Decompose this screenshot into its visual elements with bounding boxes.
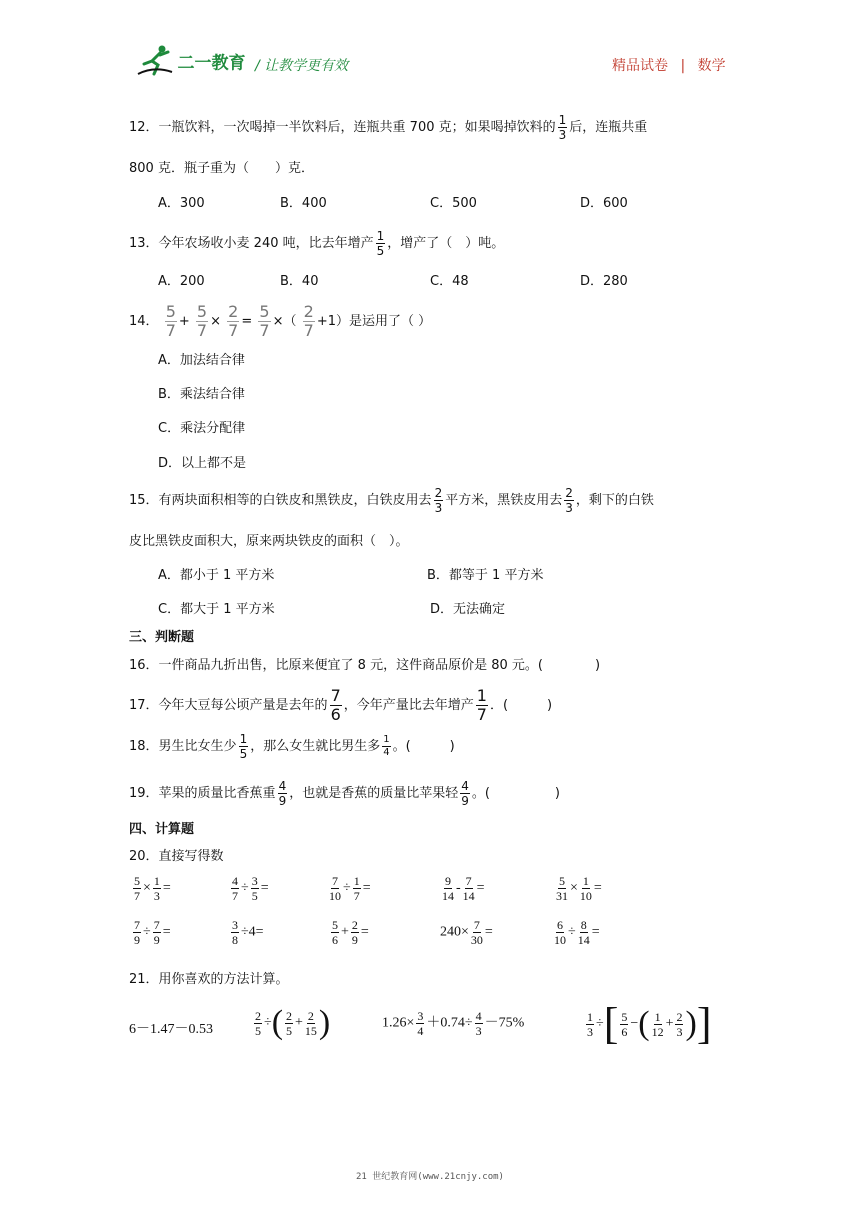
- q13-text-a: 今年农场收小麦 240 吨，比去年增产: [158, 236, 374, 251]
- q21-expr-3: 1.26× $\frac{3}{4}$ ＋0.74÷ $\frac{4}{3}$ －75%: [382, 1009, 525, 1038]
- q13-text-b: ，增产了（ ）吨。: [387, 236, 505, 251]
- q14-option-d: D．以上都不是: [158, 456, 247, 471]
- q15-option-d: D．无法确定: [430, 602, 506, 617]
- fraction: $\frac{5}{7}$: [165, 302, 176, 340]
- q19-number: 19．: [129, 786, 159, 801]
- fraction: $\frac{2}{7}$: [228, 302, 239, 340]
- q18-line: [129, 733, 455, 760]
- q20-r1-item-2: $\frac{4}{7}$ ÷ $\frac{3}{5}$ =: [232, 874, 269, 903]
- q13-option-b: B．40: [280, 274, 319, 289]
- fraction: $\frac{7}{9}$: [153, 918, 160, 947]
- q15-text-a: 有两块面积相等的白铁皮和黑铁皮，白铁皮用去: [158, 493, 432, 508]
- fraction: $\frac{4}{3}$: [475, 1009, 482, 1038]
- fraction: $\frac{4}{9}$: [461, 779, 469, 808]
- q12-option-a: A．300: [158, 196, 205, 211]
- q20-r2-item-4: 240× $\frac{7}{30}$ =: [440, 918, 493, 947]
- q17-text-b: ，今年产量比去年增产: [343, 698, 474, 713]
- fraction: $\frac{5}{6}$: [332, 918, 338, 947]
- q20-r2-item-2: $\frac{3}{8}$ ÷4=: [232, 918, 264, 947]
- q17-line: [129, 688, 552, 723]
- q20-r1-item-3: $\frac{7}{10}$ ÷ $\frac{1}{7}$ =: [329, 874, 371, 903]
- section-heading-calculation: 四、计算题: [129, 822, 195, 837]
- q17-text-c: ．( ): [489, 698, 553, 713]
- fraction: $\frac{7}{30}$: [470, 918, 483, 947]
- section-heading-judgement: 三、判断题: [129, 630, 195, 645]
- q12-option-c: C．500: [430, 196, 477, 211]
- q13-line: [129, 230, 504, 257]
- fraction: $\frac{2}{7}$: [303, 302, 314, 340]
- fraction: $\frac{9}{14}$: [442, 874, 454, 903]
- fraction: $\frac{3}{8}$: [232, 918, 238, 947]
- fraction: $\frac{7}{14}$: [462, 874, 475, 903]
- q18-text-c: 。( ): [392, 739, 455, 754]
- q12-line1: [129, 114, 647, 141]
- fraction: $\frac{1}{10}$: [579, 874, 592, 903]
- q14-line: [129, 304, 431, 339]
- q21-expr-2: $\frac{2}{5}$ ÷( $\frac{2}{5}$ + $\frac{2}{15}$ ): [255, 1004, 331, 1041]
- q18-text-a: 男生比女生少: [158, 739, 237, 754]
- q15-text-b: 平方米，黑铁皮用去: [445, 493, 563, 508]
- fraction: $\frac{1}{12}$: [651, 1009, 664, 1039]
- q14-number: 14．: [129, 314, 159, 329]
- fraction: $\frac{5}{7}$: [134, 874, 140, 903]
- q18-text-b: ，那么女生就比男生多: [250, 739, 381, 754]
- header-tag-subject: 数学: [697, 58, 726, 74]
- fraction: $\frac{7}{9}$: [134, 918, 140, 947]
- q14-op: ×: [210, 314, 222, 329]
- q17-number: 17．: [129, 698, 159, 713]
- logo-text: 二一教育: [177, 53, 246, 74]
- fraction: $\frac{4}{9}$: [278, 779, 287, 808]
- fraction: $\frac{4}{7}$: [232, 874, 238, 903]
- q20-title: 20．直接写得数: [129, 849, 224, 864]
- runner-logo-icon: [136, 44, 174, 78]
- q15-option-c: C．都大于 1 平方米: [158, 602, 275, 617]
- q12-text-a: 一瓶饮料，一次喝掉一半饮料后，连瓶共重 700 克；如果喝掉饮料的: [158, 120, 556, 135]
- q12-line2: 800 克．瓶子重为（ ）克．: [129, 161, 314, 176]
- q20-r2-item-5: $\frac{6}{10}$ ÷ $\frac{8}{14}$ =: [554, 918, 600, 947]
- q14-op: +1）是运用了（ ）: [316, 314, 432, 329]
- q14-op: =: [241, 314, 253, 329]
- q14-option-c: C．乘法分配律: [158, 421, 246, 436]
- q19-line: [129, 780, 560, 807]
- q19-text-c: 。( ): [471, 786, 561, 801]
- q15-line2: 皮比黑铁皮面积大，原来两块铁皮的面积（ ）。: [129, 534, 409, 549]
- q21-title: 21．用你喜欢的方法计算。: [129, 972, 289, 987]
- q15-option-a: A．都小于 1 平方米: [158, 568, 275, 583]
- q13-option-c: C．48: [430, 274, 469, 289]
- fraction: $\frac{8}{14}$: [577, 918, 590, 947]
- fraction: $\frac{2}{5}$: [286, 1008, 293, 1038]
- footer-source: 21 世纪教育网(www.21cnjy.com): [356, 1172, 504, 1182]
- fraction: $\frac{2}{3}$: [434, 486, 443, 515]
- fraction: $\frac{2}{3}$: [676, 1009, 683, 1039]
- q20-r1-item-1: $\frac{5}{7}$ × $\frac{1}{3}$ =: [134, 874, 171, 903]
- q21-expr-1: 6－1.47－0.53: [129, 1022, 213, 1037]
- fraction: $\frac{2}{15}$: [304, 1008, 317, 1038]
- q12-option-b: B．400: [280, 196, 327, 211]
- fraction: $\frac{7}{10}$: [329, 874, 341, 903]
- q20-r1-item-5: $\frac{5}{31}$ × $\frac{1}{10}$ =: [556, 874, 602, 903]
- q13-option-a: A．200: [158, 274, 205, 289]
- q12-text-b: 后，连瓶共重: [569, 120, 648, 135]
- fraction: $\frac{1}{3}$: [558, 113, 567, 142]
- q18-number: 18．: [129, 739, 159, 754]
- q13-option-d: D．280: [580, 274, 628, 289]
- q14-op: ×（: [272, 314, 297, 329]
- q15-line1: [129, 487, 654, 514]
- fraction: $\frac{5}{7}$: [259, 302, 270, 340]
- fraction: $\frac{5}{6}$: [621, 1009, 628, 1039]
- q16-number: 16．: [129, 658, 159, 673]
- q14-option-b: B．乘法结合律: [158, 387, 245, 402]
- fraction: $\frac{1}{3}$: [587, 1009, 593, 1039]
- q19-text-b: ，也就是香蕉的质量比苹果轻: [289, 786, 459, 801]
- fraction: $\frac{1}{7}$: [476, 686, 487, 724]
- fraction: $\frac{5}{7}$: [196, 302, 208, 340]
- fraction: $\frac{1}{3}$: [153, 874, 160, 903]
- q20-r1-item-4: $\frac{9}{14}$ - $\frac{7}{14}$ =: [442, 874, 485, 903]
- q19-text-a: 苹果的质量比香蕉重: [158, 786, 276, 801]
- fraction: $\frac{1}{7}$: [353, 874, 360, 903]
- fraction: $\frac{2}{3}$: [565, 486, 573, 515]
- q15-number: 15．: [129, 493, 159, 508]
- fraction: $\frac{2}{5}$: [255, 1008, 261, 1038]
- header-sep: |: [680, 58, 686, 74]
- q12-option-d: D．600: [580, 196, 628, 211]
- header-tag-premium: 精品试卷: [612, 58, 668, 74]
- fraction: $\frac{3}{5}$: [251, 874, 258, 903]
- fraction: $\frac{2}{9}$: [351, 918, 358, 947]
- q15-text-c: ，剩下的白铁: [575, 493, 654, 508]
- q14-option-a: A．加法结合律: [158, 353, 245, 368]
- q20-r2-item-1: $\frac{7}{9}$ ÷ $\frac{7}{9}$ =: [134, 918, 171, 947]
- fraction: $\frac{1}{5}$: [376, 229, 385, 258]
- fraction: $\frac{1}{4}$: [383, 734, 390, 758]
- header-logo: [136, 44, 246, 80]
- q14-op: +: [178, 314, 190, 329]
- q16-text: 一件商品九折出售，比原来便宜了 8 元，这件商品原价是 80 元。( ): [158, 658, 601, 673]
- fraction: $\frac{7}{6}$: [330, 686, 341, 724]
- fraction: $\frac{3}{4}$: [417, 1009, 424, 1038]
- header-slogan: / 让教学更有效: [255, 58, 349, 74]
- q15-option-b: B．都等于 1 平方米: [427, 568, 544, 583]
- q21-expr-4: $\frac{1}{3}$ ÷[ $\frac{5}{6}$ −( $\frac{1}{12}$ + $\frac{2}{3}$ )]: [587, 999, 712, 1048]
- q17-text-a: 今年大豆每公顷产量是去年的: [158, 698, 328, 713]
- q12-number: 12．: [129, 120, 159, 135]
- q20-r2-item-3: $\frac{5}{6}$ + $\frac{2}{9}$ =: [332, 918, 369, 947]
- fraction: $\frac{5}{31}$: [556, 874, 568, 903]
- fraction: $\frac{1}{5}$: [239, 732, 248, 761]
- header-right: [612, 55, 726, 75]
- q13-number: 13．: [129, 236, 159, 251]
- q16-line: [129, 654, 600, 673]
- fraction: $\frac{6}{10}$: [554, 918, 566, 947]
